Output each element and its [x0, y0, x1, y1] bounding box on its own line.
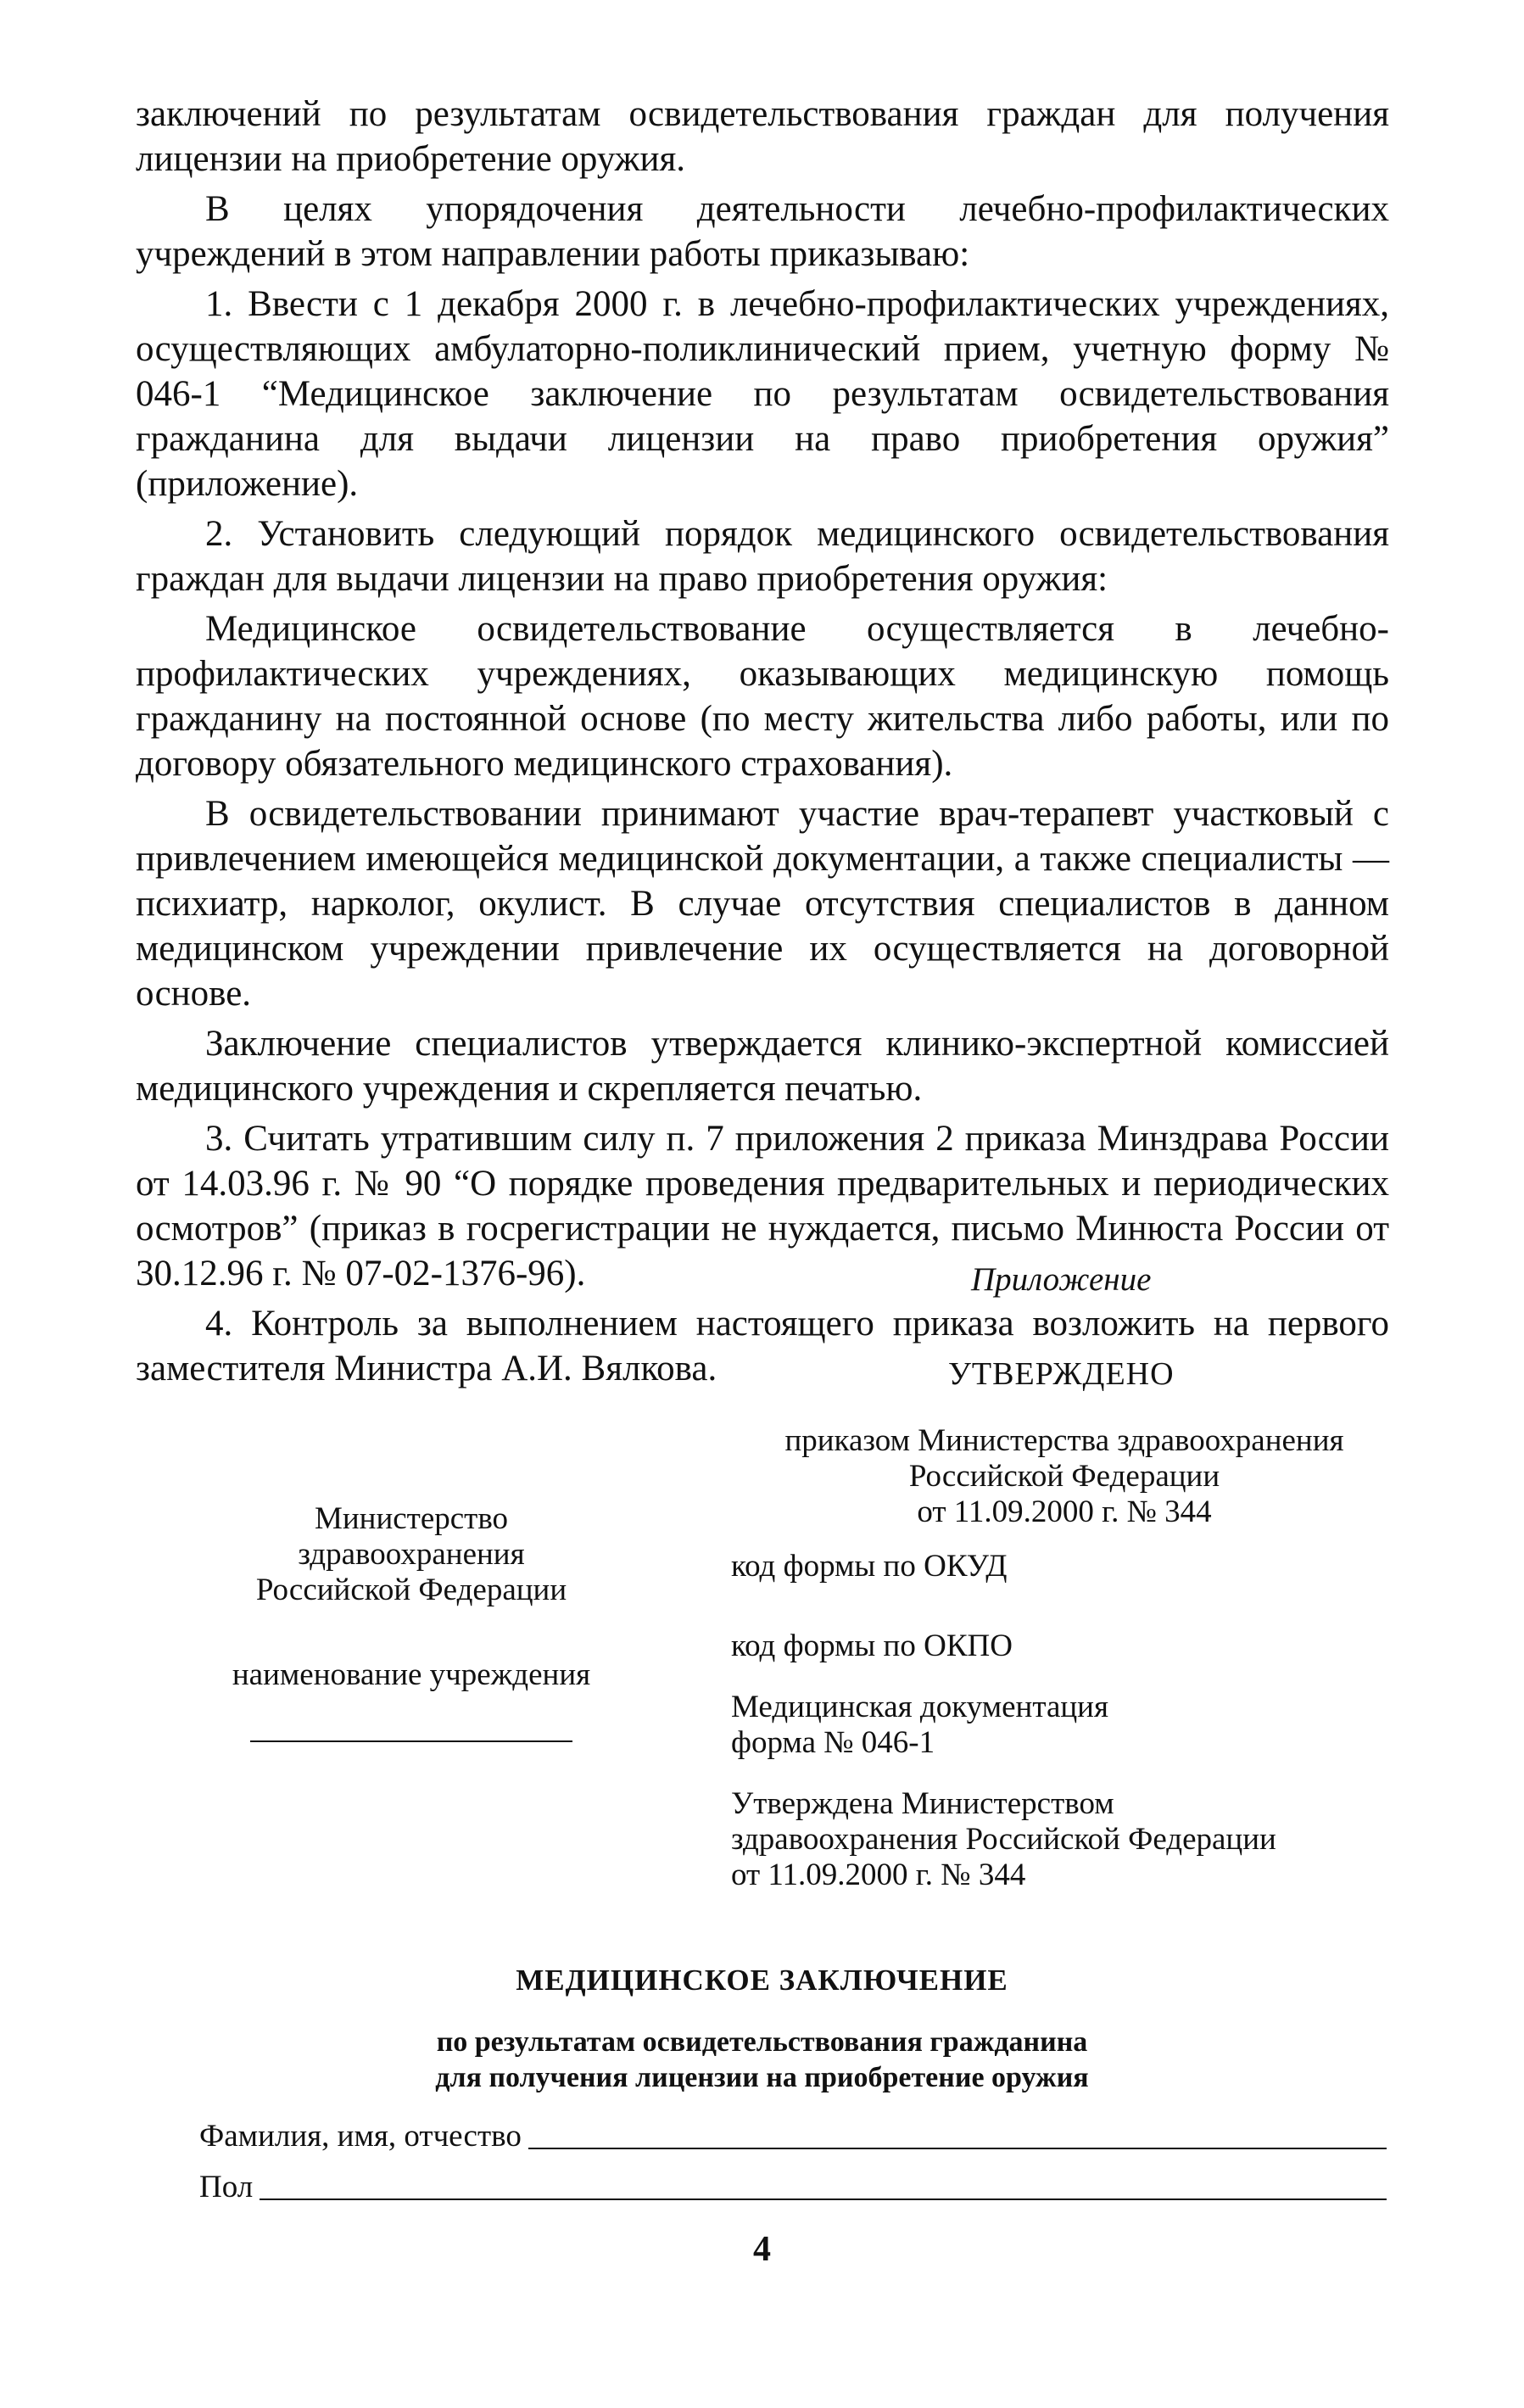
- full-name-label: Фамилия, имя, отчество: [199, 2119, 522, 2154]
- order-line: приказом Министерства здравоохранения: [784, 1423, 1344, 1458]
- approved-line: здравоохранения Российской Федерации: [731, 1822, 1276, 1857]
- subtitle-line: для получения лицензии на приобретение оружия: [435, 2062, 1089, 2093]
- paragraph-item-2-detail-b: В освидетельствовании принимают участие врач-терапевт участковый с привлечением имеющейся медицинской документации, а также специалисты — психиатр, нарколог, окулист. В случае отсутствия специалистов в данном медицинском учреждении привлечение их осуществляется на договорной основе.: [136, 794, 1389, 1014]
- ministry-line: здравоохранения: [298, 1537, 525, 1572]
- form-codes-block: [731, 1549, 1410, 1919]
- order-line: Российской Федерации: [908, 1459, 1220, 1494]
- paragraph-item-2: 2. Установить следующий порядок медицинского освидетельствования граждан для выдачи лицензии на право приобретения оружия:: [136, 514, 1389, 599]
- subtitle-line: по результатам освидетельствования гражданина: [436, 2026, 1088, 2058]
- full-name-field[interactable]: [199, 2117, 1387, 2154]
- okpo-code-label: код формы по ОКПО: [731, 1629, 1013, 1663]
- sex-field[interactable]: [199, 2168, 1387, 2205]
- appendix-label: Приложение: [971, 1261, 1152, 1298]
- sex-blank-line[interactable]: [260, 2198, 1387, 2200]
- form-subtitle: [0, 2025, 1524, 2096]
- paragraph-purpose: В целях упорядочения деятельности лечебно-профилактических учреждений в этом направлении работы приказываю:: [136, 189, 1389, 274]
- institution-name-label: наименование учреждения: [232, 1657, 591, 1692]
- form-title: МЕДИЦИНСКОЕ ЗАКЛЮЧЕНИЕ: [516, 1964, 1008, 1997]
- order-line: от 11.09.2000 г. № 344: [917, 1495, 1212, 1529]
- doc-line: форма № 046-1: [731, 1725, 935, 1760]
- order-body-text: [136, 92, 1389, 1396]
- ministry-line: Российской Федерации: [255, 1573, 567, 1607]
- ministry-line: Министерство: [314, 1501, 509, 1536]
- paragraph-item-2-detail-c: Заключение специалистов утверждается клинико-экспертной комиссией медицинского учреждения и скрепляется печатью.: [136, 1024, 1389, 1109]
- doc-line: Медицинская документация: [731, 1690, 1108, 1724]
- sex-label: Пол: [199, 2170, 254, 2204]
- paragraph-item-3: 3. Считать утратившим силу п. 7 приложения 2 приказа Минздрава России от 14.03.96 г. № 90 “О порядке проведения предварительных и периодических осмотров” (приказ в госрегистрации не нуждается, письмо Минюста России от 30.12.96 г. № 07-02-1376-96).: [136, 1119, 1389, 1293]
- medical-documentation-form: [731, 1690, 1410, 1761]
- institution-name-line: [250, 1740, 572, 1742]
- ministry-block: [204, 1501, 619, 1742]
- approved-line: Утверждена Министерством: [731, 1786, 1114, 1821]
- paragraph-item-2-detail-a: Медицинское освидетельствование осуществляется в лечебно-профилактических учреждениях, оказывающих медицинскую помощь гражданину на постоянной основе (по месту жительства либо работы, или по договору обязательного медицинского страхования).: [136, 609, 1389, 784]
- paragraph-continuation: заключений по результатам освидетельствования граждан для получения лицензии на приобретение оружия.: [136, 94, 1389, 179]
- paragraph-item-1: 1. Ввести с 1 декабря 2000 г. в лечебно-профилактических учреждениях, осуществляющих амбулаторно-поликлинический прием, учетную форму № 046-1 “Медицинское заключение по результатам освидетельствования гражданина для выдачи лицензии на право приобретения оружия” (приложение).: [136, 284, 1389, 504]
- approved-heading: УТВЕРЖДЕНО: [948, 1356, 1175, 1392]
- approved-line: от 11.09.2000 г. № 344: [731, 1858, 1026, 1892]
- okud-code-label: код формы по ОКУД: [731, 1549, 1008, 1584]
- paragraph-item-4: 4. Контроль за выполнением настоящего приказа возложить на первого заместителя Министра А.И. Вялкова.: [136, 1304, 1389, 1388]
- full-name-blank-line[interactable]: [528, 2148, 1387, 2149]
- approval-order-reference: [729, 1423, 1399, 1530]
- page-number: 4: [753, 2230, 771, 2269]
- form-approved-by: [731, 1786, 1410, 1893]
